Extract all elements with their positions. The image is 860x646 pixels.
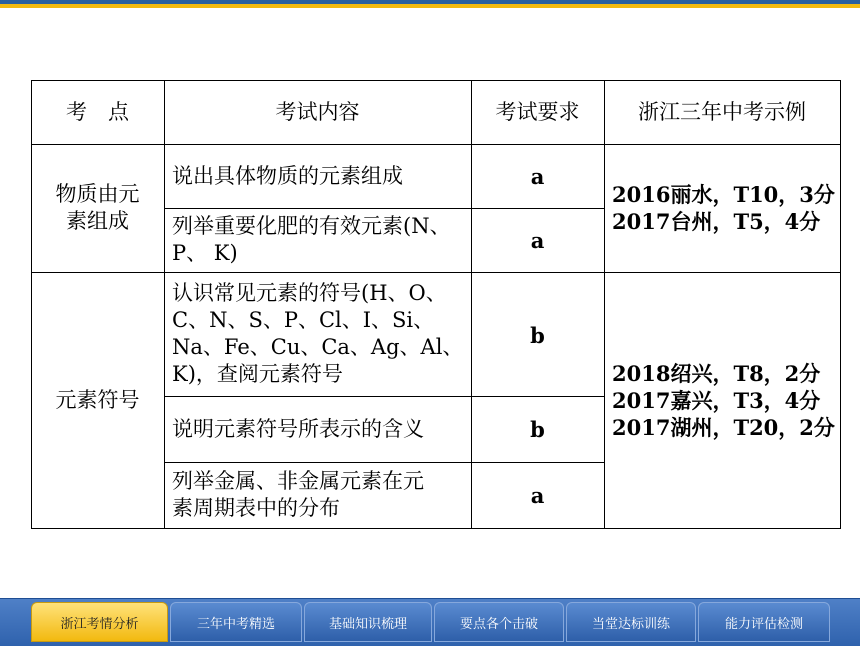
table-border (164, 396, 604, 397)
point-cell: 元素符号 (55, 387, 140, 412)
example-cell: 2018绍兴，T8，2分 2017嘉兴，T3，4分 2017湖州，T20，2分 (612, 360, 835, 440)
table-border (471, 80, 472, 529)
requirement-cell: b (530, 416, 545, 442)
requirement-cell: a (530, 227, 545, 253)
table-border (31, 80, 841, 81)
content-cell: 列举金属、非金属元素在元 素周期表中的分布 (172, 469, 424, 520)
header-content: 考试内容 (275, 99, 360, 124)
tab-three-year-selection[interactable]: 三年中考精选 (170, 602, 302, 642)
tab-classroom-training[interactable]: 当堂达标训练 (566, 602, 696, 642)
table-border (604, 80, 605, 529)
tab-ability-assessment[interactable]: 能力评估检测 (698, 602, 830, 642)
content-cell: 认识常见元素的符号(H、O、 C、N、S、P、Cl、I、Si、 Na、Fe、Cu、Ca、Ag、Al、 K)，查阅元素符号 (172, 281, 464, 386)
point-cell: 物质由元 素组成 (55, 182, 140, 233)
content-cell: 说明元素符号所表示的含义 (172, 416, 424, 441)
content-cell: 列举重要化肥的有效元素(N、 P、 K) (172, 214, 451, 265)
table-border (840, 80, 841, 529)
header-examples: 浙江三年中考示例 (638, 99, 806, 124)
table-border (31, 272, 841, 273)
table-border (31, 80, 32, 529)
header-point: 考 点 (66, 99, 129, 124)
requirement-cell: a (530, 163, 545, 189)
table-border (164, 80, 165, 529)
requirement-cell: a (530, 482, 545, 508)
tab-basic-knowledge[interactable]: 基础知识梳理 (304, 602, 432, 642)
table-border (164, 208, 604, 209)
tab-zhejiang-analysis[interactable]: 浙江考情分析 (31, 602, 168, 642)
table-border (31, 144, 841, 145)
header-requirement: 考试要求 (495, 99, 580, 124)
table-border (31, 528, 841, 529)
content-cell: 说出具体物质的元素组成 (172, 163, 403, 188)
example-cell: 2016丽水，T10，3分 2017台州，T5，4分 (612, 182, 835, 234)
tab-key-points[interactable]: 要点各个击破 (434, 602, 564, 642)
requirement-cell: b (530, 323, 545, 348)
table-border (164, 462, 604, 463)
